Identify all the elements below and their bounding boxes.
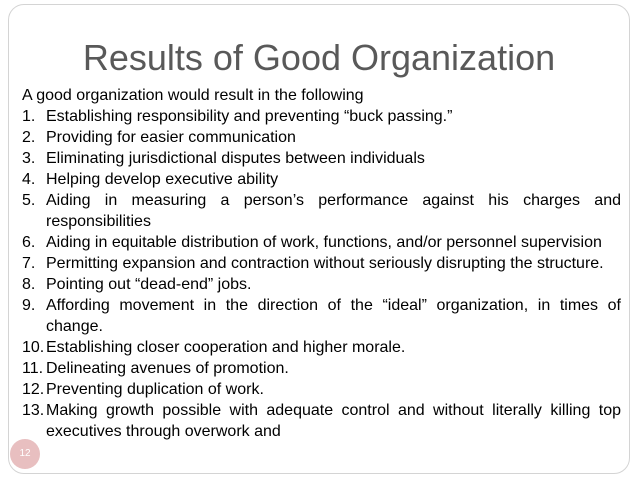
item-text: Establishing closer cooperation and higher morale. (46, 339, 406, 356)
item-number: 9. (22, 297, 36, 314)
item-text: Pointing out “dead-end” jobs. (46, 276, 252, 293)
slide-title: Results of Good Organization (82, 37, 556, 78)
results-list (22, 106, 621, 442)
item-text: Making growth possible with adequate control and without literally killing top executives through overwork and (46, 402, 621, 440)
list-item (22, 295, 621, 337)
item-text: Establishing responsibility and preventing “buck passing.” (46, 108, 453, 125)
list-item (22, 148, 621, 169)
item-text: Aiding in measuring a person’s performance against his charges and responsibilities (46, 192, 621, 230)
item-text: Preventing duplication of work. (46, 381, 264, 398)
item-number: 7. (22, 255, 36, 272)
item-number: 5. (22, 192, 36, 209)
item-text: Aiding in equitable distribution of work, functions, and/or personnel supervision (46, 234, 602, 251)
item-text: Providing for easier communication (46, 129, 296, 146)
item-text: Helping develop executive ability (46, 171, 279, 188)
item-number: 3. (22, 150, 36, 167)
item-number: 11. (22, 360, 44, 377)
item-number: 6. (22, 234, 36, 251)
list-item (22, 400, 621, 442)
list-item (22, 169, 621, 190)
page-number-badge: 12 (10, 439, 40, 469)
list-item (22, 253, 621, 274)
item-number: 13. (22, 402, 45, 419)
item-text: Affording movement in the direction of the “ideal” organization, in times of change. (46, 297, 621, 335)
item-text: Delineating avenues of promotion. (46, 360, 289, 377)
item-number: 10. (22, 339, 45, 356)
list-item (22, 379, 621, 400)
list-item (22, 190, 621, 232)
item-number: 1. (22, 108, 36, 125)
item-number: 8. (22, 276, 36, 293)
item-number: 12. (22, 381, 45, 398)
list-item (22, 106, 621, 127)
list-item (22, 232, 621, 253)
list-item (22, 358, 621, 379)
list-item (22, 274, 621, 295)
item-text: Permitting expansion and contraction without seriously disrupting the structure. (46, 255, 604, 272)
item-number: 2. (22, 129, 36, 146)
list-item (22, 127, 621, 148)
intro-text: A good organization would result in the following (22, 87, 364, 104)
item-number: 4. (22, 171, 36, 188)
list-item (22, 337, 621, 358)
item-text: Eliminating jurisdictional disputes between individuals (46, 150, 425, 167)
